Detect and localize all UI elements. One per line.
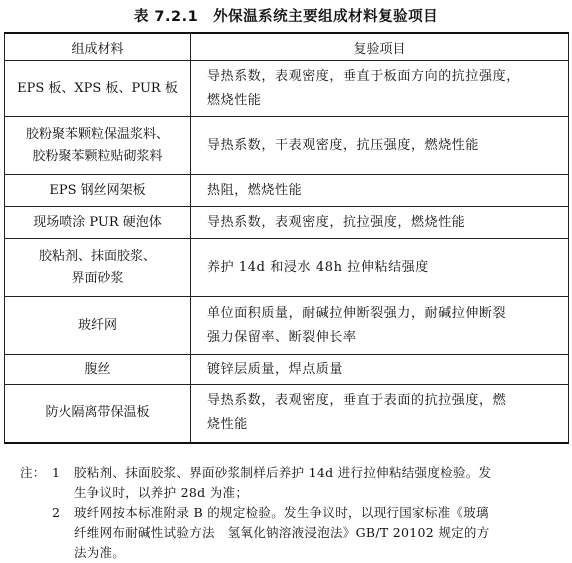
material-cell: [5, 117, 191, 175]
material-text: EPS 板、XPS 板、PUR 板: [17, 80, 178, 96]
items-text: 导热系数，干表观密度，抗压强度，燃烧性能: [207, 137, 480, 153]
items-text: 导热系数，表观密度，垂直于表面的抗拉强度，燃: [207, 393, 507, 409]
items-cell: [191, 355, 569, 385]
table-row: [5, 239, 569, 297]
table-row: [5, 175, 569, 207]
note-item: [20, 463, 560, 503]
material-text: 胶粉聚苯颗粒保温浆料、: [25, 126, 169, 142]
note-text: 胶粘剂、抹面胶浆、界面砂浆制样后养护 14d 进行拉伸粘结强度检验。发: [74, 465, 492, 480]
material-cell: [5, 239, 191, 297]
material-text: 胶粉聚苯颗粒贴砌浆料: [32, 148, 163, 164]
material-cell: [5, 355, 191, 385]
items-cell: [191, 207, 569, 239]
items-text: 镀锌层质量，焊点质量: [207, 361, 344, 377]
note-text: 法为准。: [74, 545, 126, 560]
table-notes: [20, 463, 560, 563]
table-row: [5, 117, 569, 175]
note-text: 纤维网布耐碱性试验方法 氢氧化钠溶液浸泡法》GB/T 20102 规定的方: [74, 525, 490, 540]
material-cell: [5, 207, 191, 239]
items-text: 强力保留率、断裂伸长率: [207, 329, 357, 345]
items-text: 养护 14d 和浸水 48h 拉伸粘结强度: [207, 259, 429, 275]
material-text: 现场喷涂 PUR 硬泡体: [33, 214, 162, 230]
note-text: 玻纤网按本标准附录 B 的规定检验。发生争议时，以现行国家标准《玻璃: [74, 505, 489, 520]
material-cell: [5, 175, 191, 207]
items-cell: [191, 385, 569, 443]
material-text: 防火隔离带保温板: [45, 405, 150, 421]
table-row: [5, 61, 569, 117]
items-cell: [191, 297, 569, 355]
material-text: 玻纤网: [77, 317, 117, 333]
material-cell: [5, 385, 191, 443]
material-cell: [5, 61, 191, 117]
items-text: 导热系数，表观密度，抗拉强度，燃烧性能: [207, 214, 466, 230]
note-number: 2: [52, 505, 61, 520]
notes-label: 注：: [20, 465, 46, 480]
table-header-row: [5, 33, 569, 61]
items-text: 热阻，燃烧性能: [207, 182, 303, 198]
column-header-items: 复验项目: [191, 33, 569, 61]
table-row: [5, 297, 569, 355]
items-cell: [191, 61, 569, 117]
note-number: 1: [52, 465, 61, 480]
note-text: 生争议时，以养护 28d 为准；: [74, 485, 249, 500]
column-header-material: 组成材料: [5, 33, 191, 61]
items-text: 烧性能: [207, 417, 248, 433]
items-cell: [191, 175, 569, 207]
material-cell: [5, 297, 191, 355]
table-row: [5, 207, 569, 239]
materials-table: [4, 32, 569, 444]
items-cell: [191, 239, 569, 297]
note-item: [20, 503, 560, 563]
items-text: 单位面积质量，耐碱拉伸断裂强力，耐碱拉伸断裂: [207, 305, 507, 321]
material-text: 胶粘剂、抹面胶浆、: [38, 248, 156, 264]
table-row: [5, 355, 569, 385]
items-text: 导热系数，表观密度，垂直于板面方向的抗拉强度，: [207, 68, 520, 84]
items-text: 燃烧性能: [207, 92, 262, 108]
material-text: EPS 钢丝网架板: [49, 182, 146, 198]
material-text: 腹丝: [84, 361, 111, 377]
table-title: 表 7.2.1 外保温系统主要组成材料复验项目: [133, 9, 439, 25]
material-text: 界面砂浆: [71, 270, 124, 286]
items-cell: [191, 117, 569, 175]
table-row: [5, 385, 569, 443]
